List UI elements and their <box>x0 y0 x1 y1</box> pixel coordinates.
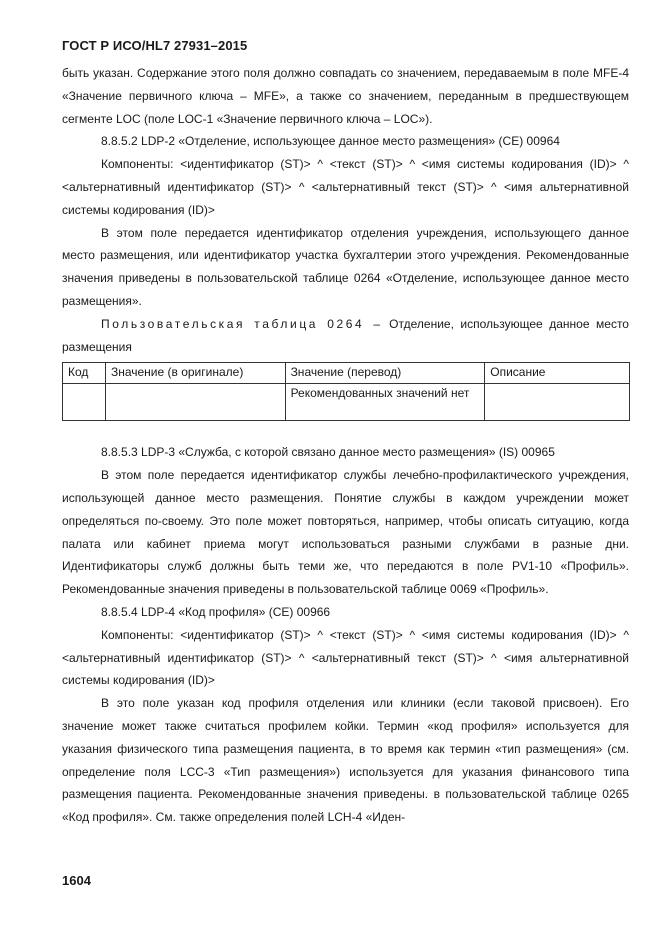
column-header-translated-value: Значение (перевод) <box>285 363 485 384</box>
paragraph: Компоненты: <идентификатор (ST)> ^ <текст (ST)> ^ <имя системы кодирования (ID)> ^ <альтернативный идентификатор (ST)> ^ <альтернативный текст (ST)> ^ <имя альтернативной системы кодирования (ID)> <box>62 157 629 217</box>
section-heading-ldp-3: 8.8.5.3 LDP-3 «Служба, с которой связано данное место размещения» (IS) 00965 <box>101 445 555 460</box>
table-cell <box>485 384 630 421</box>
table-caption <box>62 313 629 359</box>
paragraph: В этом поле передается идентификатор службы лечебно-профилактического учреждения, использующей данное место размещения. Понятие службы в каждом учреждении может определяться по-своему. Это поле может повторяться, например, чтобы описать ситуацию, когда палата или кабинет приема могут использоваться разными службами в разные дни. Идентификаторы служб должны быть теми же, что передаются в поле PV1-10 «Профиль». Рекомендованные значения приведены в пользовательской таблице 0069 «Профиль». <box>62 468 629 597</box>
user-table-0264 <box>62 362 630 421</box>
table-cell <box>63 384 106 421</box>
paragraph: быть указан. Содержание этого поля должно совпадать со значением, передаваемым в поле MFE-4 «Значение первичного ключа – MFE», а также со значением, переданным в предшествующем сегменте LOC (поле LOC-1 «Значение первичного ключа – LOC»). <box>62 66 629 126</box>
page-number: 1604 <box>62 873 91 888</box>
column-header-description: Описание <box>485 363 630 384</box>
paragraph: В этом поле передается идентификатор отделения учреждения, использующего данное место размещения, или идентификатор участка бухгалтерии этого учреждения. Рекомендованные значения приведены в пользовательской таблице 0264 «Отделение, использующее данное место размещения». <box>62 225 629 308</box>
column-header-original-value: Значение (в оригинале) <box>105 363 285 384</box>
table-caption-title: Отделение, использующее данное место размещения <box>62 316 629 354</box>
section-heading-ldp-4: 8.8.5.4 LDP-4 «Код профиля» (CE) 00966 <box>101 604 331 619</box>
table-caption-label: Пользовательская таблица 0264 – <box>101 316 383 331</box>
spacer <box>62 429 629 441</box>
table-cell <box>105 384 285 421</box>
page-body <box>62 62 629 829</box>
paragraph: Компоненты: <идентификатор (ST)> ^ <текст (ST)> ^ <имя системы кодирования (ID)> ^ <альтернативный идентификатор (ST)> ^ <альтернативный текст (ST)> ^ <имя альтернативной системы кодирования (ID)> <box>62 627 629 688</box>
document-header: ГОСТ Р ИСО/HL7 27931–2015 <box>62 38 248 53</box>
column-header-code: Код <box>63 363 106 384</box>
table-row <box>63 384 630 421</box>
section-heading-ldp-2: 8.8.5.2 LDP-2 «Отделение, использующее данное место размещения» (CE) 00964 <box>101 134 560 149</box>
paragraph: В это поле указан код профиля отделения или клиники (если таковой присвоен). Его значение может также считаться профилем койки. Термин «код профиля» используется для указания физического типа размещения пациента, в то время как термин «тип размещения» (см. определение поля LCC-3 «Тип размещения») используется для указания финансового типа размещения пациента. Рекомендованные значения приведены. в пользовательской таблице 0265 «Код профиля». См. также определения полей LCH-4 «Иден- <box>62 696 629 825</box>
table-cell: Рекомендованных значений нет <box>285 384 485 421</box>
table-header-row <box>63 363 630 384</box>
